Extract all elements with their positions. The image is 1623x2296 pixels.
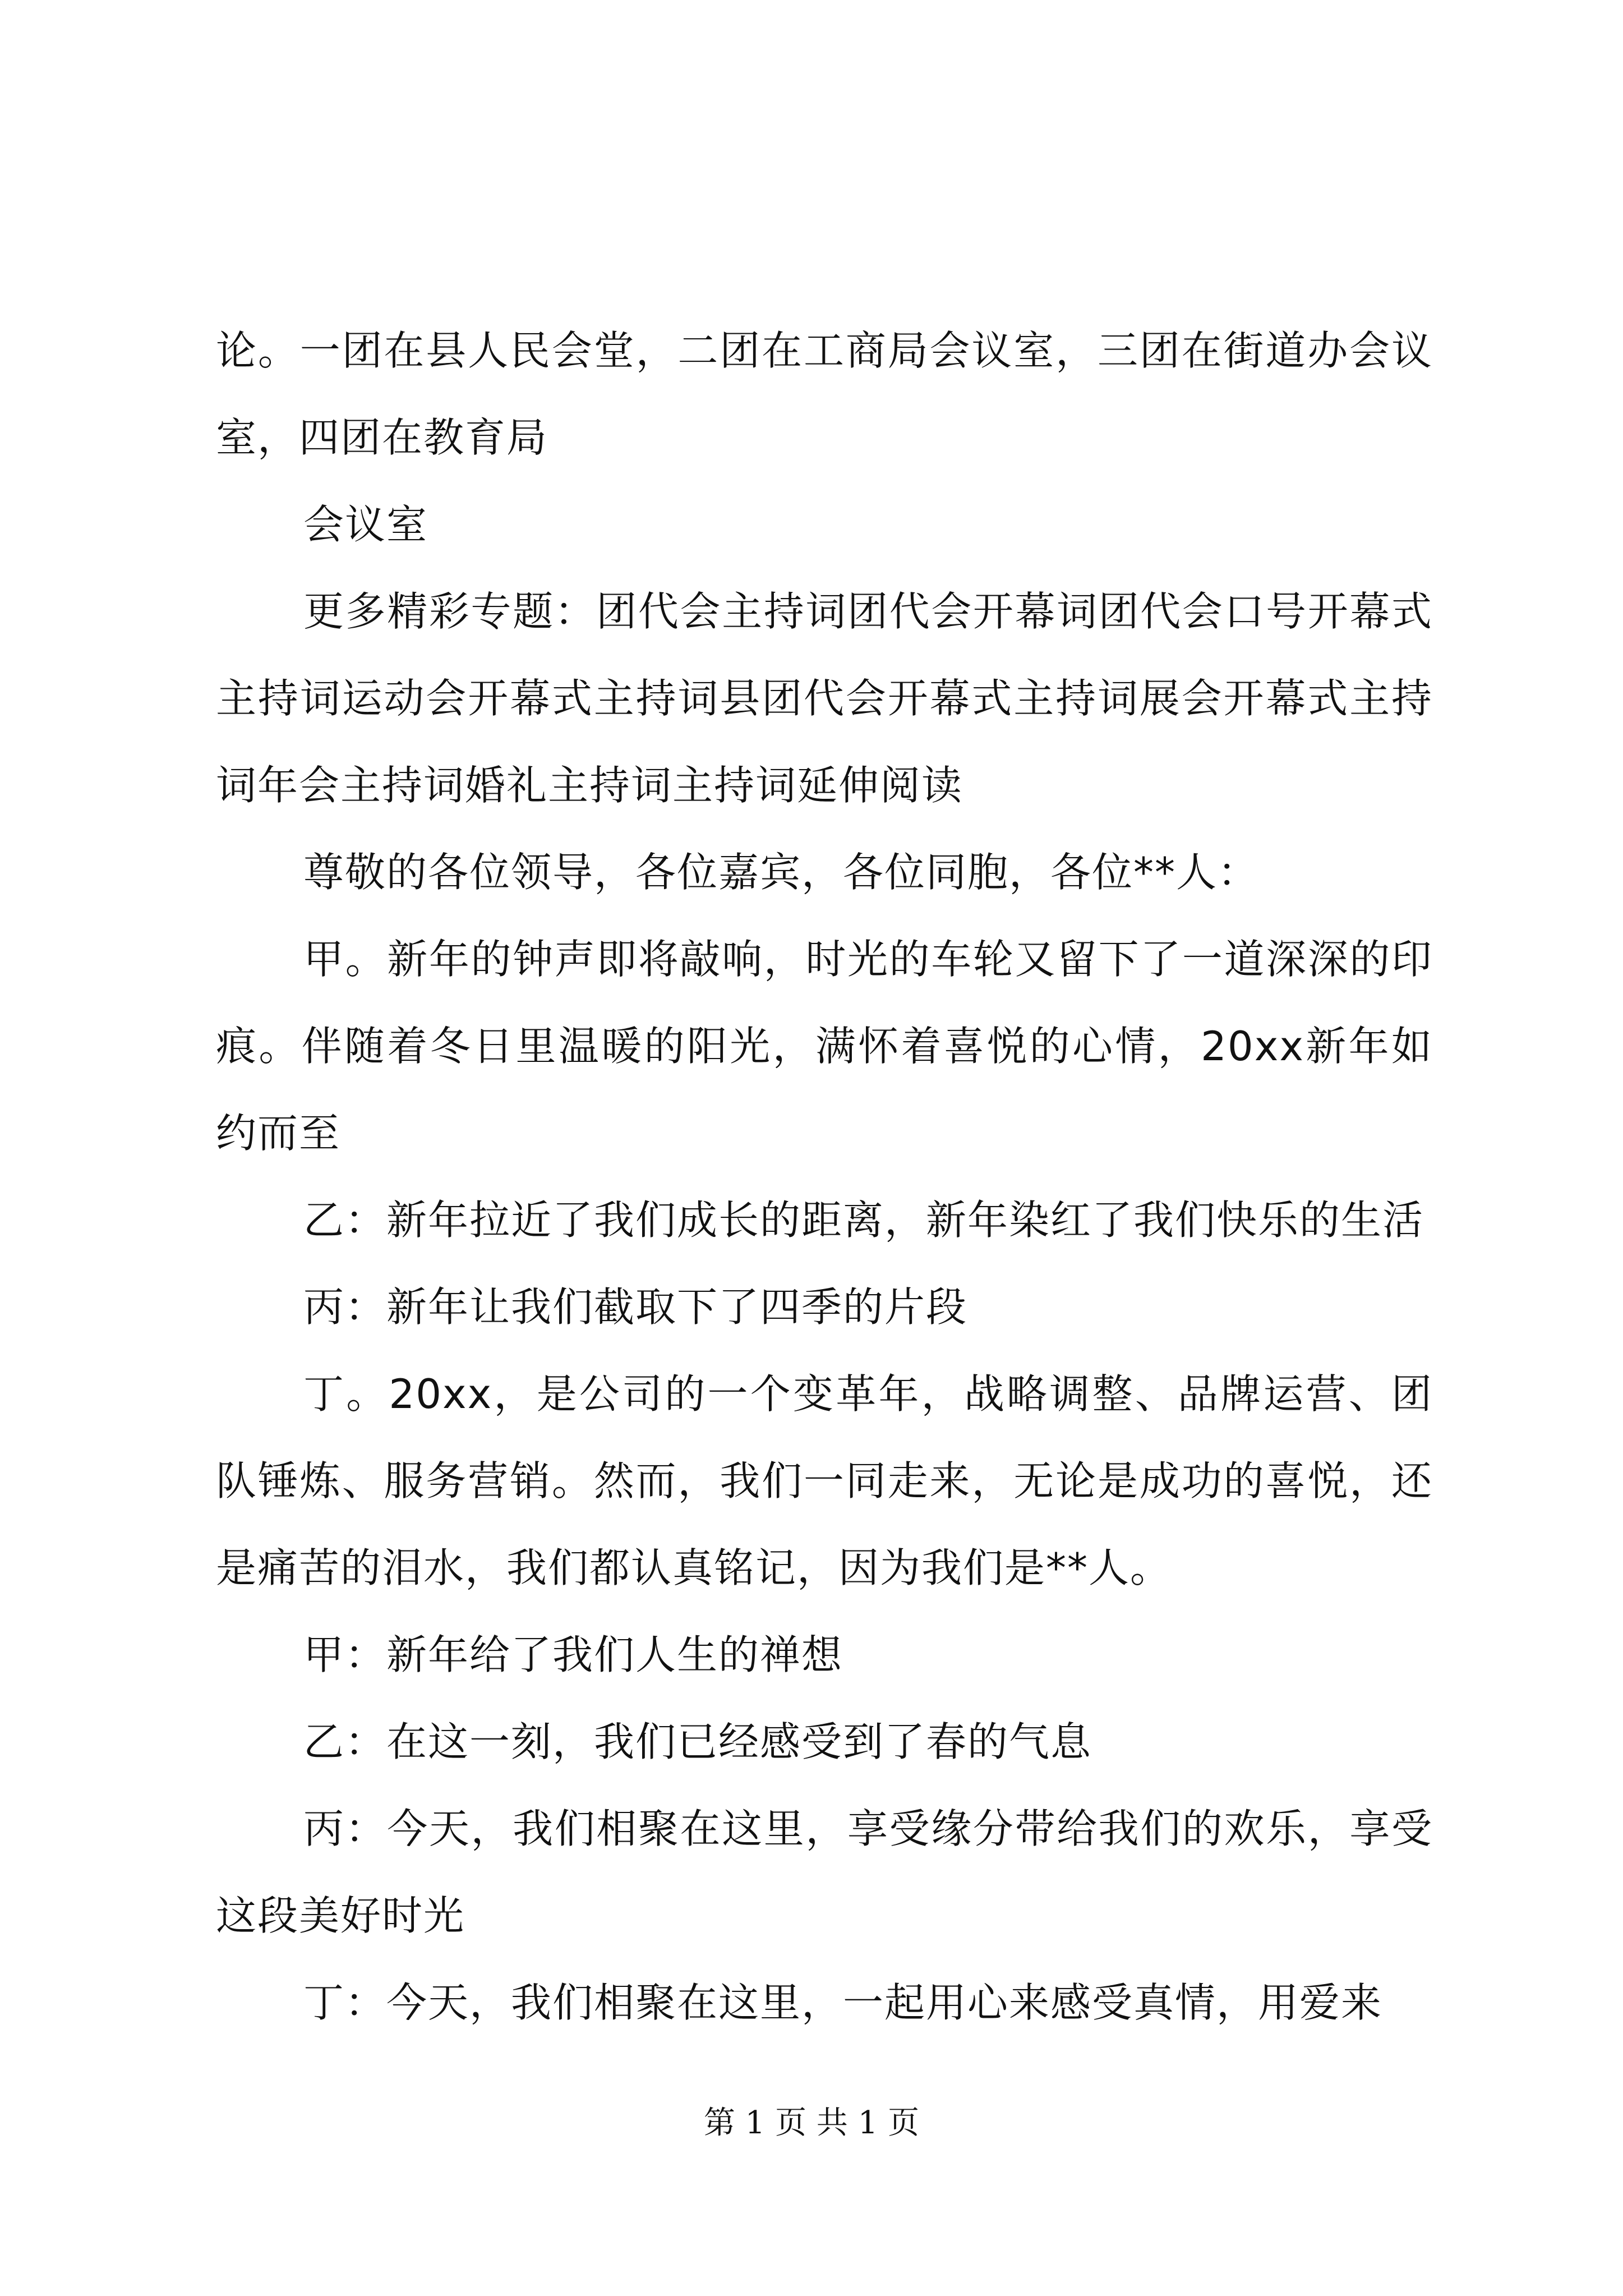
paragraph: 会议室 <box>303 501 428 548</box>
page-footer <box>0 2101 1623 2146</box>
paragraph: 甲。新年的钟声即将敲响，时光的车轮又留下了一道深深的印痕。伴随着冬日里温暖的阳光，满怀着喜悦的心情，20xx新年如约而至 <box>216 936 1433 1157</box>
paragraph: 丁。20xx，是公司的一个变革年，战略调整、品牌运营、团队锤炼、服务营销。然而，我们一同走来，无论是成功的喜悦，还是痛苦的泪水，我们都认真铭记，因为我们是**人。 <box>216 1370 1433 1591</box>
paragraph: 丁：今天，我们相聚在这里，一起用心来感受真情，用爱来 <box>303 1979 1383 2026</box>
paragraph: 甲：新年给了我们人生的禅想 <box>303 1631 843 1678</box>
paragraph: 丙：新年让我们截取下了四季的片段 <box>303 1283 968 1331</box>
document-body <box>216 307 1433 2046</box>
paragraph: 乙：新年拉近了我们成长的距离，新年染红了我们快乐的生活 <box>303 1197 1424 1244</box>
paragraph: 更多精彩专题：团代会主持词团代会开幕词团代会口号开幕式主持词运动会开幕式主持词县团代会开幕式主持词展会开幕式主持词年会主持词婚礼主持词主持词延伸阅读 <box>216 588 1433 809</box>
paragraph-continuation: 论。一团在县人民会堂，二团在工商局会议室，三团在街道办会议室，四团在教育局 <box>216 327 1433 461</box>
paragraph: 丙：今天，我们相聚在这里，享受缘分带给我们的欢乐，享受这段美好时光 <box>216 1805 1433 1939</box>
paragraph-salutation: 尊敬的各位领导，各位嘉宾，各位同胞，各位**人： <box>303 849 1260 896</box>
page-number-label: 第 1 页 共 1 页 <box>703 2105 920 2141</box>
paragraph: 乙：在这一刻，我们已经感受到了春的气息 <box>303 1718 1092 1765</box>
